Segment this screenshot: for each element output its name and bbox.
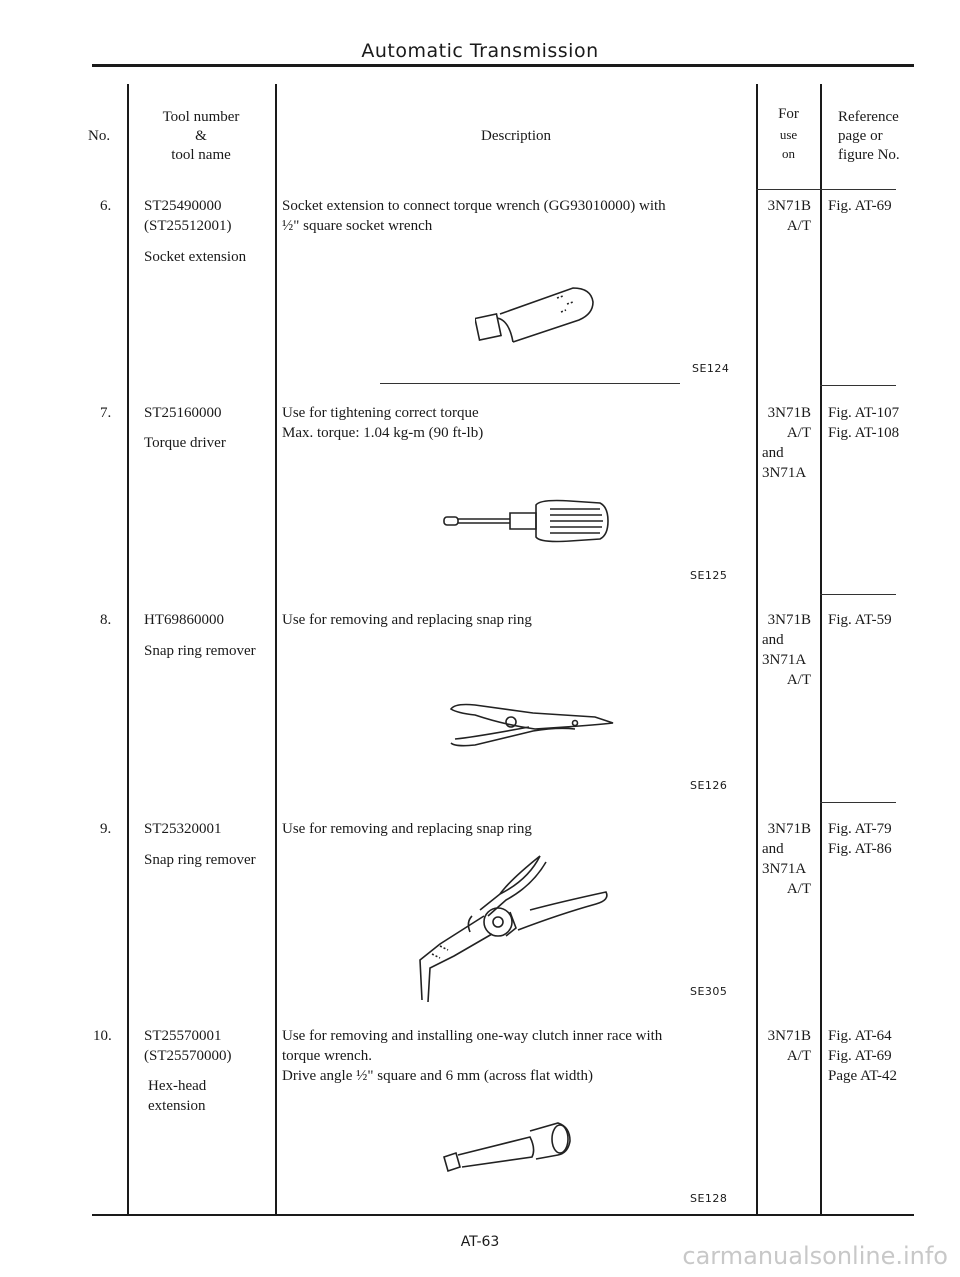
row-separator xyxy=(820,385,896,386)
header-ref-line3: figure No. xyxy=(838,147,900,163)
reference: Fig. AT-69 xyxy=(828,198,892,214)
use-on: A/T xyxy=(786,218,811,234)
tool-number: ST25570001 xyxy=(144,1028,222,1044)
use-on: 3N71B xyxy=(767,821,811,837)
use-on: A/T xyxy=(786,1048,811,1064)
tool-name: Snap ring remover xyxy=(144,852,256,868)
use-on: 3N71A xyxy=(762,652,807,668)
use-on: 3N71A xyxy=(762,861,807,877)
header-no: No. xyxy=(88,128,111,144)
image-code: SE305 xyxy=(690,985,728,998)
row-separator xyxy=(820,802,896,803)
description-line: torque wrench. xyxy=(282,1048,372,1064)
page-title: Automatic Transmission xyxy=(361,40,599,62)
image-code: SE126 xyxy=(690,779,728,792)
description-line: Use for tightening correct torque xyxy=(282,405,479,421)
use-on: and xyxy=(762,841,784,857)
column-divider xyxy=(275,84,277,1214)
header-rule xyxy=(92,64,914,67)
reference: Fig. AT-108 xyxy=(828,425,900,441)
tool-name: Torque driver xyxy=(144,435,226,451)
use-on: 3N71B xyxy=(767,1028,811,1044)
tool-name: Hex-head xyxy=(148,1078,207,1094)
header-tool-line3: tool name xyxy=(171,147,231,163)
reference: Fig. AT-69 xyxy=(828,1048,892,1064)
header-ref-line1: Reference xyxy=(838,109,899,125)
tool-number-alt: (ST25512001) xyxy=(144,218,232,234)
footer-rule xyxy=(92,1214,914,1216)
reference: Fig. AT-86 xyxy=(828,841,892,857)
use-on: 3N71B xyxy=(767,198,811,214)
use-on: A/T xyxy=(786,881,811,897)
image-code: SE125 xyxy=(690,569,728,582)
row-no: 8. xyxy=(100,612,112,628)
use-on: A/T xyxy=(786,425,811,441)
description-line: ½" square socket wrench xyxy=(282,218,433,234)
row-no: 9. xyxy=(100,821,112,837)
image-code: SE128 xyxy=(690,1192,728,1205)
snap-ring-remover-illustration xyxy=(400,850,615,1005)
row-separator xyxy=(756,189,896,190)
page-number: AT-63 xyxy=(460,1234,500,1250)
tool-number: ST25320001 xyxy=(144,821,222,837)
header-tool-line2: & xyxy=(195,128,207,144)
header-ref-line2: page or xyxy=(838,128,883,144)
column-divider xyxy=(820,84,822,1214)
watermark: carmanualsonline.info xyxy=(682,1242,948,1270)
column-divider xyxy=(127,84,129,1214)
header-tool-line1: Tool number xyxy=(162,109,240,125)
description-line: Use for removing and replacing snap ring xyxy=(282,821,532,837)
tool-name: Socket extension xyxy=(144,249,247,265)
description-line: Max. torque: 1.04 kg-m (90 ft-lb) xyxy=(282,425,484,441)
row-no: 6. xyxy=(100,198,112,214)
use-on: 3N71B xyxy=(767,612,811,628)
description-line: Socket extension to connect torque wrench (GG93010000) with xyxy=(282,198,666,214)
header-description: Description xyxy=(481,128,551,144)
description-line: Drive angle ½" square and 6 mm (across flat width) xyxy=(282,1068,594,1084)
reference: Page AT-42 xyxy=(828,1068,898,1084)
reference: Fig. AT-59 xyxy=(828,612,892,628)
description-line: Use for removing and replacing snap ring xyxy=(282,612,532,628)
use-on: 3N71A xyxy=(762,465,807,481)
tool-number: ST25160000 xyxy=(144,405,222,421)
header-use-line3: on xyxy=(782,146,795,161)
socket-extension-illustration xyxy=(475,280,605,350)
header-use-line1: For xyxy=(778,106,799,122)
tool-number-alt: (ST25570000) xyxy=(144,1048,232,1064)
use-on: and xyxy=(762,632,784,648)
use-on: and xyxy=(762,445,784,461)
use-on: A/T xyxy=(786,672,811,688)
tool-number: HT69860000 xyxy=(144,612,224,628)
tool-number: ST25490000 xyxy=(144,198,222,214)
hex-head-extension-illustration xyxy=(440,1115,580,1175)
description-line: Use for removing and installing one-way clutch inner race with xyxy=(282,1028,663,1044)
header-use-line2: use xyxy=(779,127,798,142)
use-on: 3N71B xyxy=(767,405,811,421)
row-no: 7. xyxy=(100,405,112,421)
tool-name: extension xyxy=(148,1098,206,1114)
reference: Fig. AT-107 xyxy=(828,405,900,421)
reference: Fig. AT-79 xyxy=(828,821,892,837)
row-no: 10. xyxy=(93,1028,112,1044)
reference: Fig. AT-64 xyxy=(828,1028,892,1044)
snap-ring-pliers-illustration xyxy=(445,695,620,755)
torque-driver-illustration xyxy=(440,495,620,545)
image-code: SE124 xyxy=(692,362,730,375)
row-separator xyxy=(820,594,896,595)
tool-name: Snap ring remover xyxy=(144,643,256,659)
row-separator xyxy=(380,383,680,384)
